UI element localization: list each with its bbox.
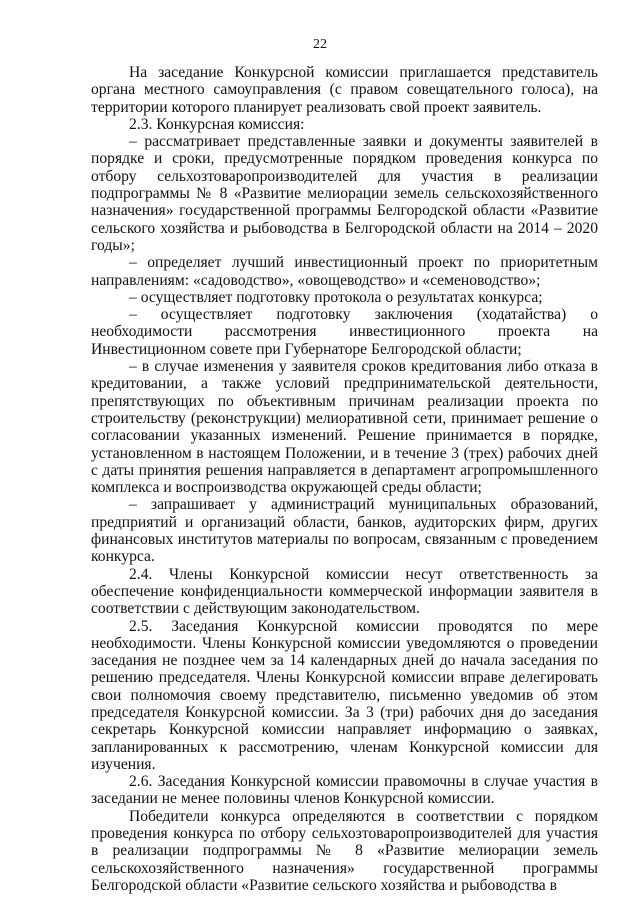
paragraph-prepares-conclusion: – осуществляет подготовку заключения (ходатайства) о необходимости рассмотрения инвестиционного проекта на Инвестиционном совете при Губернаторе Белгородской области; xyxy=(91,306,598,358)
paragraph-reviews-applications: – рассматривает представленные заявки и документы заявителей в порядке и сроки, предусмотренные порядком проведения конкурса по отбору сельхозтоваропроизводителей для участия в реализации подпрограммы № 8 «Развитие мелиорации земель сельскохозяйственного назначения» государственной программы Белгородской области «Развитие сельского хозяйства и рыбоводства в Белгородской области на 2014 – 2020 годы»; xyxy=(91,133,598,254)
paragraph-determines-best-project: – определяет лучший инвестиционный проект по приоритетным направлениям: «садоводство», «овощеводство» и «семеноводство»; xyxy=(91,254,598,289)
document-body xyxy=(91,64,598,894)
paragraph-section-2-6: 2.6. Заседания Конкурсной комиссии правомочны в случае участия в заседании не менее половины членов Конкурсной комиссии. xyxy=(91,773,598,808)
paragraph-requests-materials: – запрашивает у администраций муниципальных образований, предприятий и организаций области, банков, аудиторских фирм, других финансовых институтов материалы по вопросам, связанным с проведением конкурса. xyxy=(91,496,598,566)
paragraph-section-2-5: 2.5. Заседания Конкурсной комиссии проводятся по мере необходимости. Члены Конкурсной комиссии уведомляются о проведении заседания не позднее чем за 14 календарных дней до начала заседания по решению председателя. Члены Конкурсной комиссии вправе делегировать свои полномочия своему представителю, письменно уведомив об этом председателя Конкурсной комиссии. За 3 (три) рабочих дня до заседания секретарь Конкурсной комиссии направляет информацию о заявках, запланированных к рассмотрению, членам Конкурсной комиссии для изучения. xyxy=(91,617,598,773)
paragraph-prepares-protocol: – осуществляет подготовку протокола о результатах конкурса; xyxy=(129,288,543,306)
paragraph-winners: Победители конкурса определяются в соответствии с порядком проведения конкурса по отбору сельхозтоваропроизводителей для участия в реализации подпрограммы № 8 «Развитие мелиорации земель сельскохозяйственного назначения» государственной программы Белгородской области «Развитие сельского хозяйства и рыбоводства в xyxy=(91,807,598,894)
paragraph-section-2-3-heading: 2.3. Конкурсная комиссия: xyxy=(129,115,305,133)
paragraph-credit-changes: – в случае изменения у заявителя сроков кредитования либо отказа в кредитовании, а также условий предпринимательской деятельности, препятствующих по объективным причинам реализации проекта по строительству (реконструкции) мелиоративной сети, принимает решение о согласовании указанных изменений. Решение принимается в порядке, установленном в настоящем Положении, и в течение 3 (трех) рабочих дней с даты принятия решения направляется в департамент агропромышленного комплекса и воспроизводства окружающей среды области; xyxy=(91,358,598,497)
paragraph-section-2-4: 2.4. Члены Конкурсной комиссии несут ответственность за обеспечение конфиденциальности коммерческой информации заявителя в соответствии с действующим законодательством. xyxy=(91,565,598,618)
page-number: 22 xyxy=(313,37,327,52)
paragraph-invitation: На заседание Конкурсной комиссии приглашается представитель органа местного самоуправления (с правом совещательного голоса), на территории которого планирует реализовать свой проект заявитель. xyxy=(91,64,598,116)
